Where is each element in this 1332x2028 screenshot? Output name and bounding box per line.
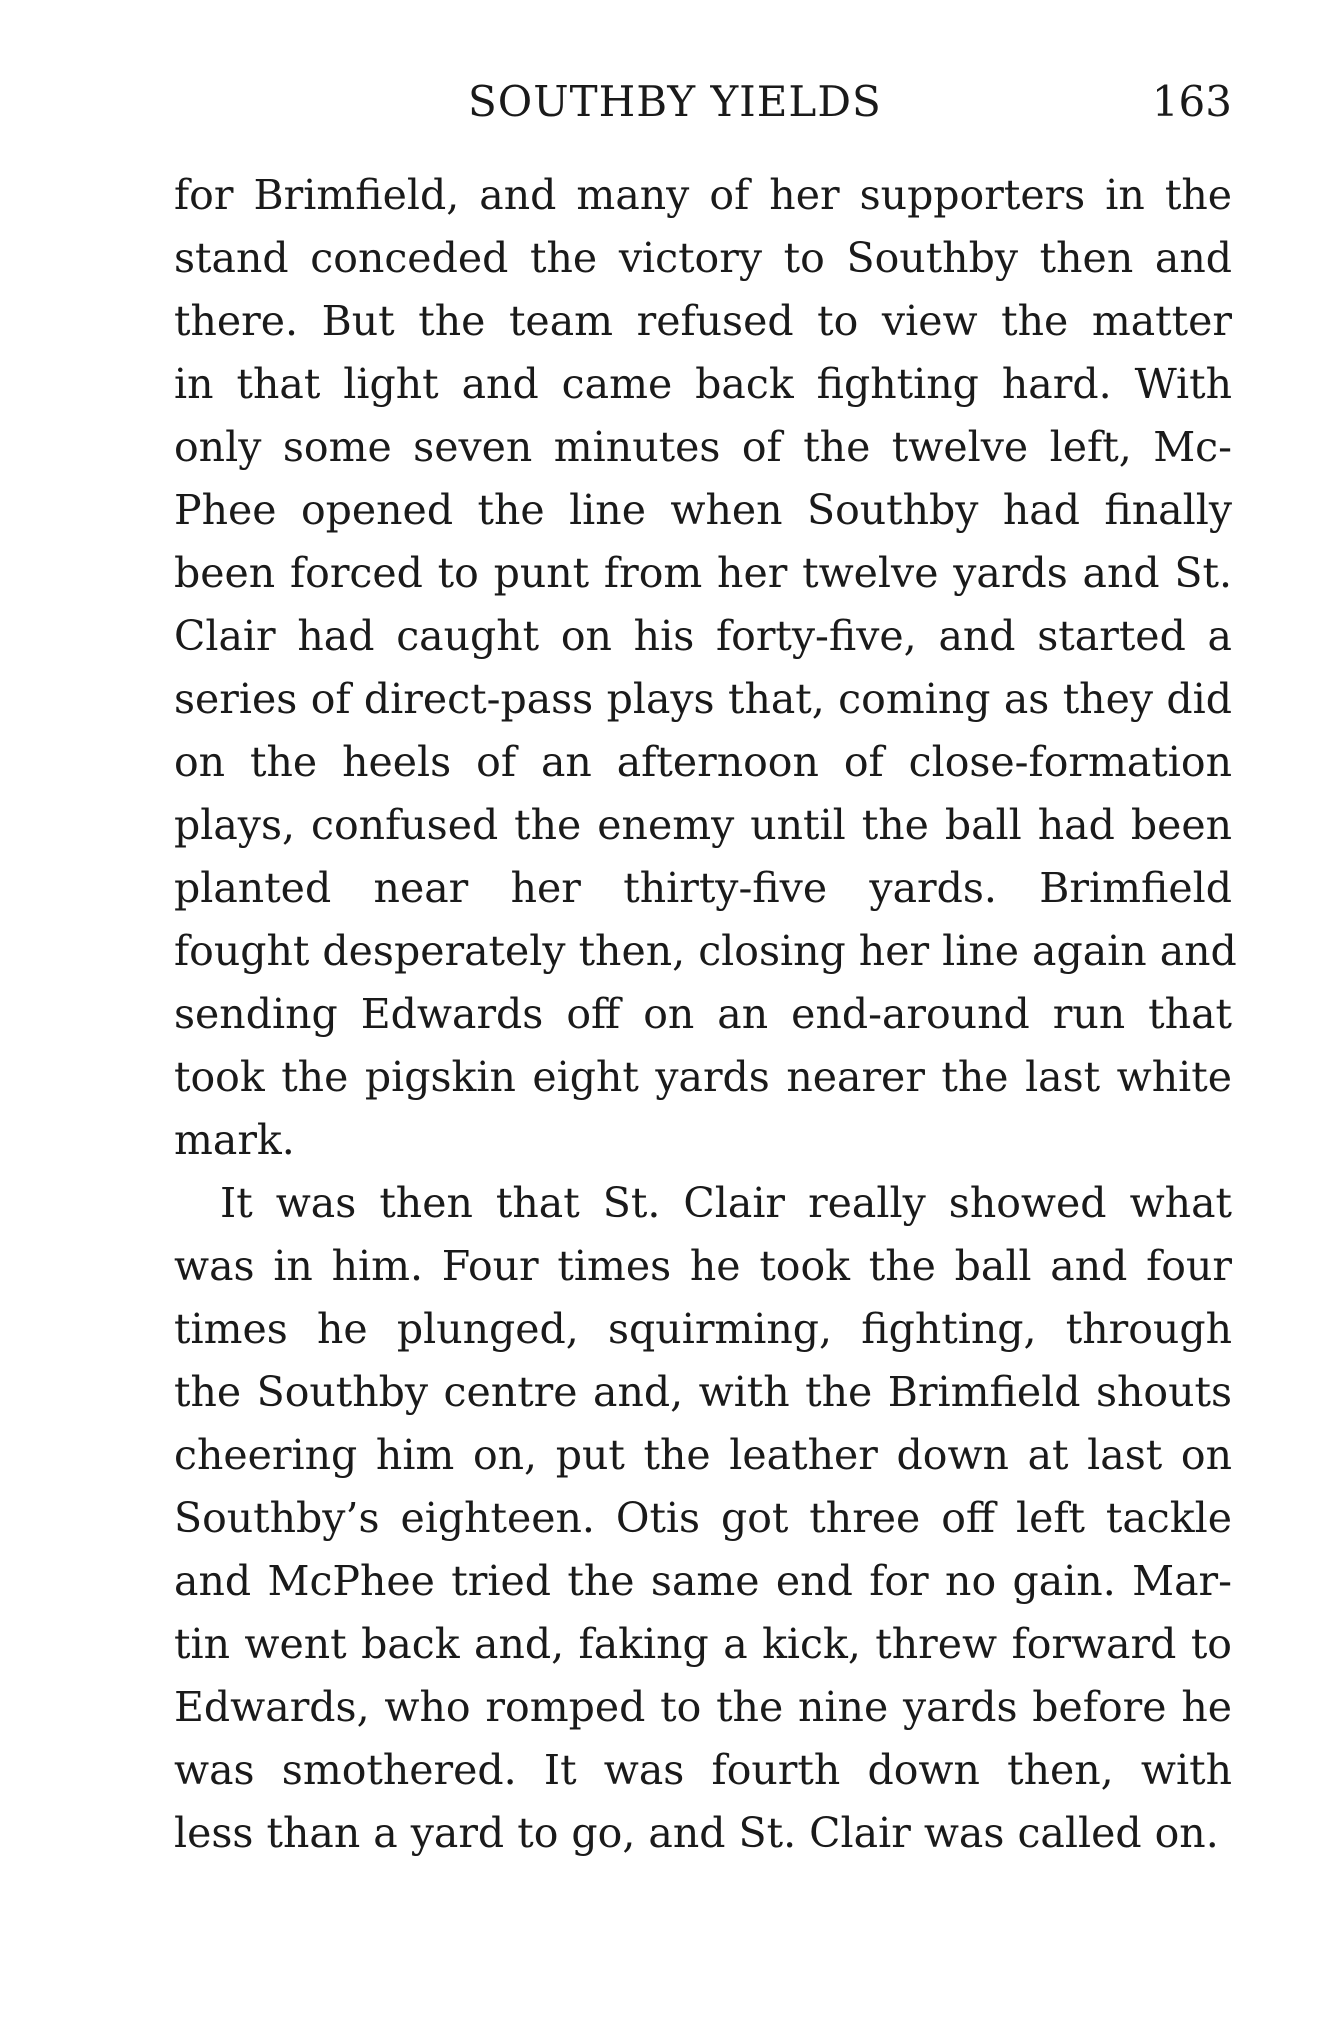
text-line: planted near her thirty-five yards. Brimfield	[174, 864, 1232, 912]
running-head	[174, 72, 1232, 132]
text-line: was smothered. It was fourth down then, with	[174, 1746, 1232, 1794]
text-line: cheering him on, put the leather down at last on	[174, 1431, 1232, 1479]
text-line: for Brimfield, and many of her supporters in the	[174, 171, 1232, 219]
paragraph	[174, 164, 1237, 1172]
running-title: SOUTHBY YIELDS	[468, 77, 882, 126]
text-line: been forced to punt from her twelve yards and St.	[174, 549, 1232, 597]
text-line: there. But the team refused to view the matter	[174, 297, 1232, 345]
text-line: sending Edwards off on an end-around run that	[174, 990, 1232, 1038]
page-number: 163	[1151, 77, 1232, 126]
text-line: series of direct-pass plays that, coming as they did	[174, 675, 1232, 723]
text-line: Clair had caught on his forty-five, and started a	[174, 612, 1232, 660]
text-line: It was then that St. Clair really showed what	[220, 1179, 1232, 1227]
text-line: tin went back and, faking a kick, threw forward to	[174, 1620, 1232, 1668]
text-line: was in him. Four times he took the ball and four	[174, 1242, 1232, 1290]
text-line: less than a yard to go, and St. Clair was called on.	[174, 1809, 1219, 1857]
text-line: mark.	[174, 1116, 295, 1164]
paragraph	[174, 1172, 1232, 1865]
text-line: and McPhee tried the same end for no gain. Mar-	[174, 1557, 1232, 1605]
body-text	[174, 164, 1237, 1865]
text-line: fought desperately then, closing her line again and	[174, 927, 1237, 975]
text-line: took the pigskin eight yards nearer the last white	[174, 1053, 1232, 1101]
text-line: in that light and came back fighting hard. With	[174, 360, 1232, 408]
text-line: only some seven minutes of the twelve left, Mc-	[174, 423, 1232, 471]
text-line: Phee opened the line when Southby had finally	[174, 486, 1232, 534]
text-line: stand conceded the victory to Southby then and	[174, 234, 1232, 282]
text-line: on the heels of an afternoon of close-formation	[174, 738, 1232, 786]
text-line: the Southby centre and, with the Brimfield shouts	[174, 1368, 1232, 1416]
text-line: plays, confused the enemy until the ball had been	[174, 801, 1232, 849]
text-line: Southby’s eighteen. Otis got three off left tackle	[174, 1494, 1232, 1542]
text-line: Edwards, who romped to the nine yards before he	[174, 1683, 1232, 1731]
text-line: times he plunged, squirming, fighting, through	[174, 1305, 1232, 1353]
